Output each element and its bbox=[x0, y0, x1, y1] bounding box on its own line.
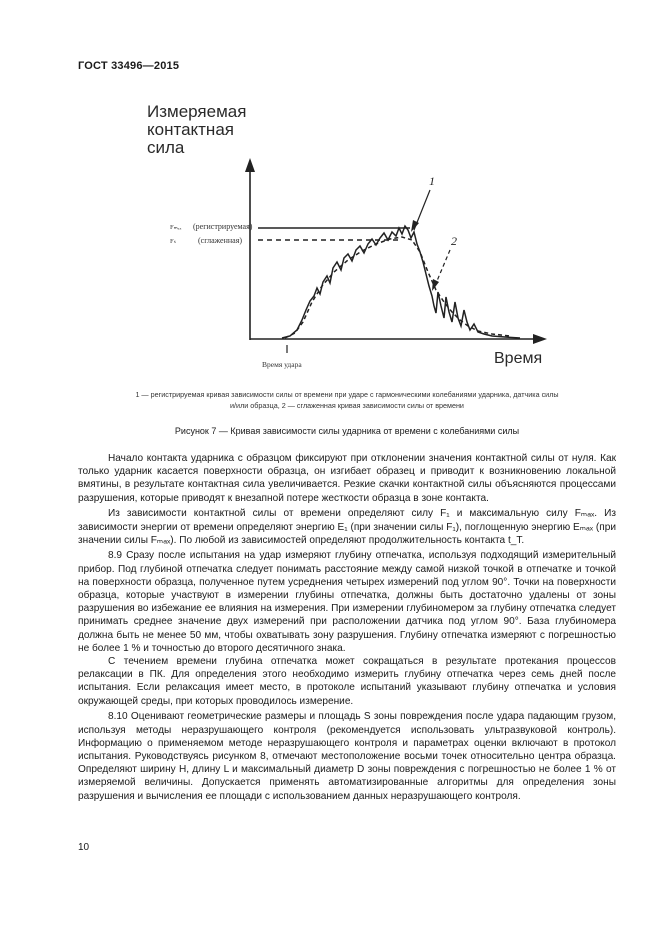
fs-label: (сглаженная) bbox=[198, 236, 243, 245]
curve-callout-2: 2 bbox=[451, 234, 457, 248]
figure-legend bbox=[78, 389, 616, 411]
fmax-symbol: Fₘₐₓ bbox=[170, 224, 182, 231]
figure-caption: Рисунок 7 — Кривая зависимости силы ударника от времени с колебаниями силы bbox=[174, 426, 520, 436]
paragraph-force-energy: Из зависимости контактной силы от времени определяют силу F₁ и максимальную силу Fₘₐₓ. Из зависимости энергии от времени определяют энергию E₁ (при значении силы F₁), поглощенную энергию Eₘₐₓ (при значении силы Fₘₐₓ). По любой из зависимостей определяют продолжительность контакта t_T. bbox=[78, 508, 616, 546]
curve-callout-1: 1 bbox=[429, 174, 435, 188]
y-axis-title-line-2: контактная bbox=[147, 120, 234, 139]
fs-symbol: Fₛ bbox=[170, 238, 177, 245]
paragraph-relaxation: С течением времени глубина отпечатка может сокращаться в результате протекания процессов релаксации в ПК. Для определения этого необходимо измерить глубину отпечатка через семь дней после испытания. Если релаксация имеет место, в протоколе испытаний указывают глубину отпечатка и условия окружающей среды, при которых проводилось измерение. bbox=[78, 656, 616, 707]
standard-header: ГОСТ 33496—2015 bbox=[78, 60, 180, 72]
y-axis-arrow bbox=[245, 158, 255, 172]
y-axis-title-line-3: сила bbox=[147, 138, 185, 157]
recorded-force-curve bbox=[282, 226, 520, 338]
impact-time-label: Время удара bbox=[262, 360, 302, 369]
x-axis-arrow bbox=[533, 334, 547, 344]
page-number: 10 bbox=[78, 842, 90, 853]
figure-legend-line-2: и/или образца, 2 — сглаженная кривая зависимости силы от времени bbox=[230, 401, 464, 410]
figure-legend-line-1: 1 — регистрируемая кривая зависимости силы от времени при ударе с гармоническими колебаниями ударника, датчика силы bbox=[135, 390, 559, 399]
paragraph-8-10: 8.10 Оценивают геометрические размеры и площадь S зоны повреждения после удара падающим грузом, используя методы неразрушающего контроля (рекомендуется использовать ультразвуковой контроль). Информацию о применяемом методе неразрушающего контроля и параметрах оценки включают в протокол испытания. Руководствуясь рисунком 8, отмечают местоположение восьми точек относительно центра образца. Определяют ширину H, длину L и максимальный диаметр D зоны повреждения с погрешностью не более 1 % от измеряемой величины. Допускается применять автоматизированные алгоритмы для определения зоны разрушения и вычисления ее площади с использованием данных неразрушающего контроля. bbox=[78, 711, 616, 802]
x-axis-title: Время bbox=[494, 350, 543, 367]
y-axis-title-line-1: Измеряемая bbox=[147, 102, 247, 121]
force-time-figure bbox=[0, 0, 661, 400]
fmax-label: (регистрируемая) bbox=[193, 222, 253, 231]
paragraph-contact-start: Начало контакта ударника с образцом фиксируют при отклонении значения контактной силы от нуля. Как только ударник касается поверхности образца, он изгибает образец и приводит к возникновению локальной вмятины, в результате контактная сила увеличивается. Резкие скачки контактной силы объясняются процессами разрушения, которые приводят к внезапной потере жесткости образца в зоне контакта. bbox=[78, 453, 616, 504]
paragraph-8-9: 8.9 Сразу после испытания на удар измеряют глубину отпечатка, используя подходящий измерительный прибор. Под глубиной отпечатка следует понимать расстояние между самой низкой точкой в отпечатке и точкой на поверхности образца, полученное путем усреднения четырех измерений под углом 90°. Точки на поверхности образца, которые участвуют в измерении глубины отпечатка, должны быть достаточно удалены от зоны разрушения во избежание ее влияния на измерения. При измерении глубиномером за глубину отпечатка следует принимать среднее значение двух измерений при расположении датчика под углом 90°. База глубиномера должна быть не менее 50 мм, чтобы охватывать зону разрушения. Глубину отпечатка измеряют с погрешностью не более 1 % и точностью до второго десятичного знака. bbox=[78, 550, 616, 654]
body-text bbox=[78, 452, 616, 805]
smoothed-force-curve bbox=[285, 237, 510, 338]
